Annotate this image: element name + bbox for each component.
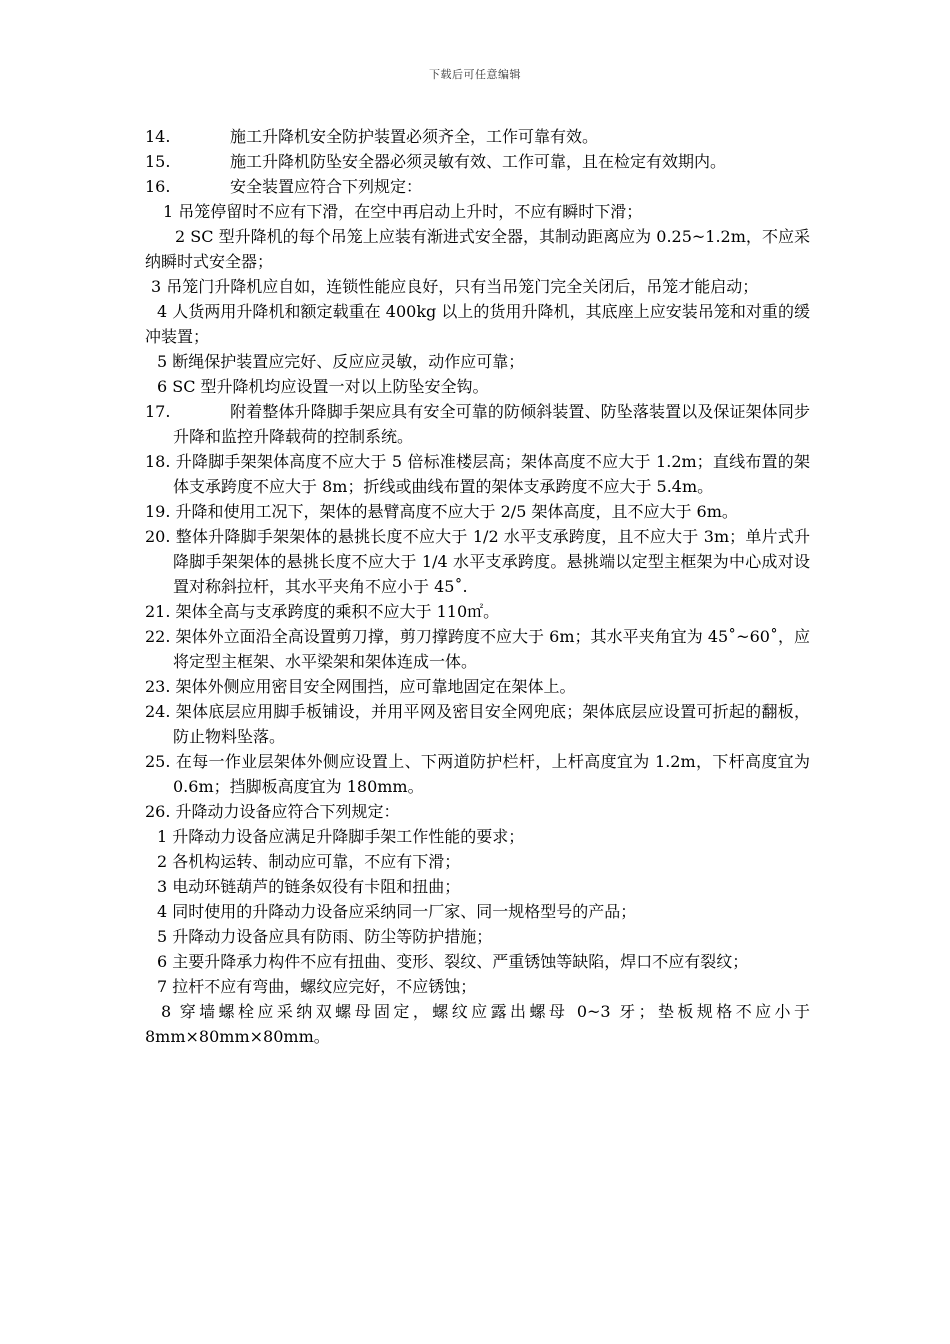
item-text: 附着整体升降脚手架应具有安全可靠的防倾斜装置、防坠落装置以及保证架体同步升降和监控升降载荷的控制系统。	[173, 402, 810, 446]
item-21: 21. 架体全高与支承跨度的乘积不应大于 110㎡。	[145, 602, 500, 621]
sub-item-16-2: 2 SC 型升降机的每个吊笼上应装有渐进式安全器，其制动距离应为 0.25~1.2m，不应采纳瞬时式安全器；	[145, 227, 810, 271]
item-16	[145, 174, 810, 199]
item-15	[145, 149, 810, 174]
item-24: 24. 架体底层应用脚手板铺设，并用平网及密目安全网兜底；架体底层应设置可折起的翻板，防止物料坠落。	[145, 702, 810, 746]
sub-item-26-4: 4 同时使用的升降动力设备应采纳同一厂家、同一规格型号的产品；	[157, 902, 637, 921]
sub-item-26-8: 8 穿墙螺栓应采纳双螺母固定，螺纹应露出螺母 0~3 牙；垫板规格不应小于 8mm×80mm×80mm。	[145, 1002, 810, 1046]
item-19: 19. 升降和使用工况下，架体的悬臂高度不应大于 2/5 架体高度，且不应大于 6m。	[145, 502, 738, 521]
item-number: 17.	[145, 402, 171, 421]
sub-item-26-2: 2 各机构运转、制动应可靠，不应有下滑；	[157, 852, 461, 871]
sub-item-26-5: 5 升降动力设备应具有防雨、防尘等防护措施；	[157, 927, 493, 946]
sub-item-26-7: 7 拉杆不应有弯曲，螺纹应完好，不应锈蚀；	[157, 977, 477, 996]
item-26: 26. 升降动力设备应符合下列规定：	[145, 802, 400, 821]
sub-item-26-6: 6 主要升降承力构件不应有扭曲、变形、裂纹、严重锈蚀等缺陷，焊口不应有裂纹；	[157, 952, 749, 971]
document-body	[145, 124, 810, 1049]
page-header: 下载后可任意编辑	[429, 68, 521, 81]
item-22: 22. 架体外立面沿全高设置剪刀撑，剪刀撑跨度不应大于 6m；其水平夹角宜为 45˚~60˚，应将定型主框架、水平梁架和架体连成一体。	[145, 627, 810, 671]
sub-item-16-3: 3 吊笼门升降机应自如，连锁性能应良好，只有当吊笼门完全关闭后，吊笼才能启动；	[151, 277, 759, 296]
item-14	[145, 124, 810, 149]
item-17	[145, 399, 810, 449]
item-23: 23. 架体外侧应用密目安全网围挡，应可靠地固定在架体上。	[145, 677, 576, 696]
item-number: 14.	[145, 127, 171, 146]
item-number: 16.	[145, 177, 171, 196]
item-18: 18. 升降脚手架架体高度不应大于 5 倍标准楼层高；架体高度不应大于 1.2m；直线布置的架体支承跨度不应大于 8m；折线或曲线布置的架体支承跨度不应大于 5.4m。	[145, 452, 810, 496]
sub-item-16-4: 4 人货两用升降机和额定载重在 400kg 以上的货用升降机，其底座上应安装吊笼和对重的缓冲装置；	[145, 302, 810, 346]
sub-item-16-5: 5 断绳保护装置应完好、反应应灵敏，动作应可靠；	[157, 352, 525, 371]
sub-item-16-6: 6 SC 型升降机均应设置一对以上防坠安全钩。	[157, 377, 489, 396]
item-text: 施工升降机防坠安全器必须灵敏有效、工作可靠，且在检定有效期内。	[230, 152, 727, 171]
item-text: 施工升降机安全防护装置必须齐全，工作可靠有效。	[230, 127, 599, 146]
sub-item-26-3: 3 电动环链葫芦的链条奴役有卡阻和扭曲；	[157, 877, 461, 896]
item-20: 20. 整体升降脚手架架体的悬挑长度不应大于 1/2 水平支承跨度，且不应大于 3m；单片式升降脚手架架体的悬挑长度不应大于 1/4 水平支承跨度。悬挑端以定型主框架为中心成对设置对称斜拉杆，其水平夹角不应小于 45˚.	[145, 527, 810, 596]
item-25: 25. 在每一作业层架体外侧应设置上、下两道防护栏杆，上杆高度宜为 1.2m，下杆高度宜为 0.6m；挡脚板高度宜为 180mm。	[145, 752, 810, 796]
sub-item-16-1: 1 吊笼停留时不应有下滑，在空中再启动上升时，不应有瞬时下滑；	[163, 202, 643, 221]
item-text: 安全装置应符合下列规定：	[230, 177, 423, 196]
item-number: 15.	[145, 152, 171, 171]
sub-item-26-1: 1 升降动力设备应满足升降脚手架工作性能的要求；	[157, 827, 525, 846]
